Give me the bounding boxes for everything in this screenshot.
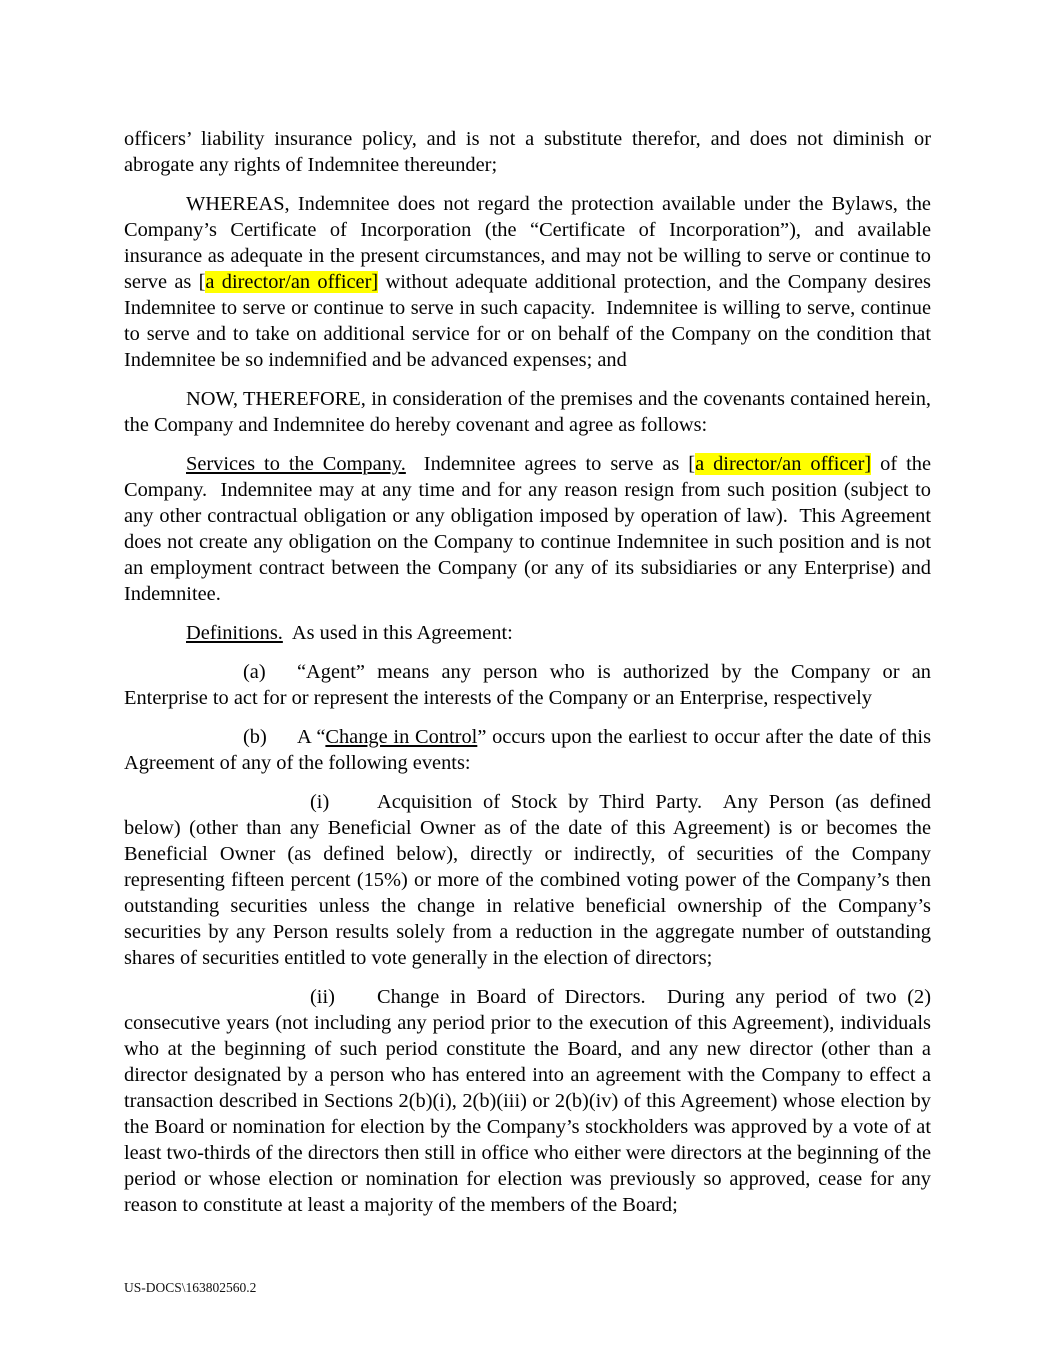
clause-ii-label: (ii): [310, 986, 335, 1008]
whereas-text-after-highlight: without adequate additional protection, and the Company desires Indemnitee to serve or continue to serve in such capacity. Indemnitee is willing to serve, continue to serve and to take on additional service for or on behalf of the Company on the condition that Indemnitee be so indemnified and be advanced expenses; and: [124, 271, 937, 371]
services-heading-underlined: Services to the Company.: [186, 453, 406, 475]
services-text-before-highlight: Indemnitee agrees to serve as [: [405, 453, 696, 475]
definition-b-label: (b): [243, 726, 267, 748]
change-in-control-underlined-term: Change in Control: [325, 726, 478, 748]
paragraph-intro-continuation: [124, 126, 937, 178]
definition-b-text-before-underline: A “: [297, 726, 326, 748]
paragraph-whereas: [124, 191, 937, 373]
definition-b-text-after-underline: ” occurs upon the earliest to occur after the date of this Agreement of any of the following events:: [124, 726, 935, 774]
now-therefore-text: NOW, THEREFORE, in consideration of the premises and the covenants contained herein, the Company and Indemnitee do hereby covenant and agree as follows:: [124, 388, 937, 436]
definition-a-text: “Agent” means any person who is authorized by the Company or an Enterprise to act for or represent the interests of the Company or an Enterprise, respectively: [124, 661, 937, 709]
document-body: [124, 126, 937, 1231]
footer-document-id: US-DOCS\163802560.2: [124, 1280, 257, 1295]
clause-i-label: (i): [310, 791, 330, 813]
services-text-after-highlight: of the Company. Indemnitee may at any time and for any reason resign from such position (subject to any other contractual obligation or any obligation imposed by operation of law). This Agreement does not create any obligation on the Company to continue Indemnitee in such position and is not an employment contract between the Company (or any of its subsidiaries or any Enterprise) and Indemnitee.: [124, 453, 937, 605]
whereas-highlight-director-officer: a director/an officer]: [205, 271, 379, 293]
paragraph-clause-i-acquisition-of-stock: [124, 789, 937, 971]
services-highlight-director-officer: a director/an officer]: [695, 453, 872, 475]
paragraph-definition-b: [124, 724, 935, 776]
paragraph-definition-a: [124, 659, 937, 711]
paragraph-clause-ii-change-in-board: [124, 984, 937, 1218]
definitions-text: As used in this Agreement:: [282, 622, 513, 644]
clause-i-text: Acquisition of Stock by Third Party. Any Person (as defined below) (other than any Beneficial Owner as of the date of this Agreement) is or becomes the Beneficial Owner (as defined below), directly or indirectly, of securities of the Company representing fifteen percent (15%) or more of the combined voting power of the Company’s then outstanding securities unless the change in relative beneficial ownership of the Company’s securities by any Person results solely from a reduction in the aggregate number of outstanding shares of securities entitled to vote generally in the election of directors;: [124, 791, 937, 969]
paragraph-definitions: [124, 620, 931, 646]
whereas-text-before-highlight: WHEREAS, Indemnitee does not regard the protection available under the Bylaws, the Company’s Certificate of Incorporation (the “Certificate of Incorporation”), and available insurance as adequate in the present circumstances, and may not be willing to serve or continue to serve as [: [124, 193, 937, 293]
paragraph-services-to-company: [124, 451, 937, 607]
intro-continuation-text: officers’ liability insurance policy, and is not a substitute therefor, and does not diminish or abrogate any rights of Indemnitee thereunder;: [124, 128, 937, 176]
clause-ii-text: Change in Board of Directors. During any period of two (2) consecutive years (not including any period prior to the execution of this Agreement), individuals who at the beginning of such period constitute the Board, and any new director (other than a director designated by a person who has entered into an agreement with the Company to effect a transaction described in Sections 2(b)(i), 2(b)(iii) or 2(b)(iv) of this Agreement) whose election by the Board or nomination for election by the Company’s stockholders was approved by a vote of at least two-thirds of the directors then still in office who either were directors at the beginning of the period or whose election or nomination for election was previously so approved, cease for any reason to constitute at least a majority of the members of the Board;: [124, 986, 937, 1216]
paragraph-now-therefore: [124, 386, 937, 438]
definitions-heading-underlined: Definitions.: [186, 622, 283, 644]
definition-a-label: (a): [243, 661, 266, 683]
